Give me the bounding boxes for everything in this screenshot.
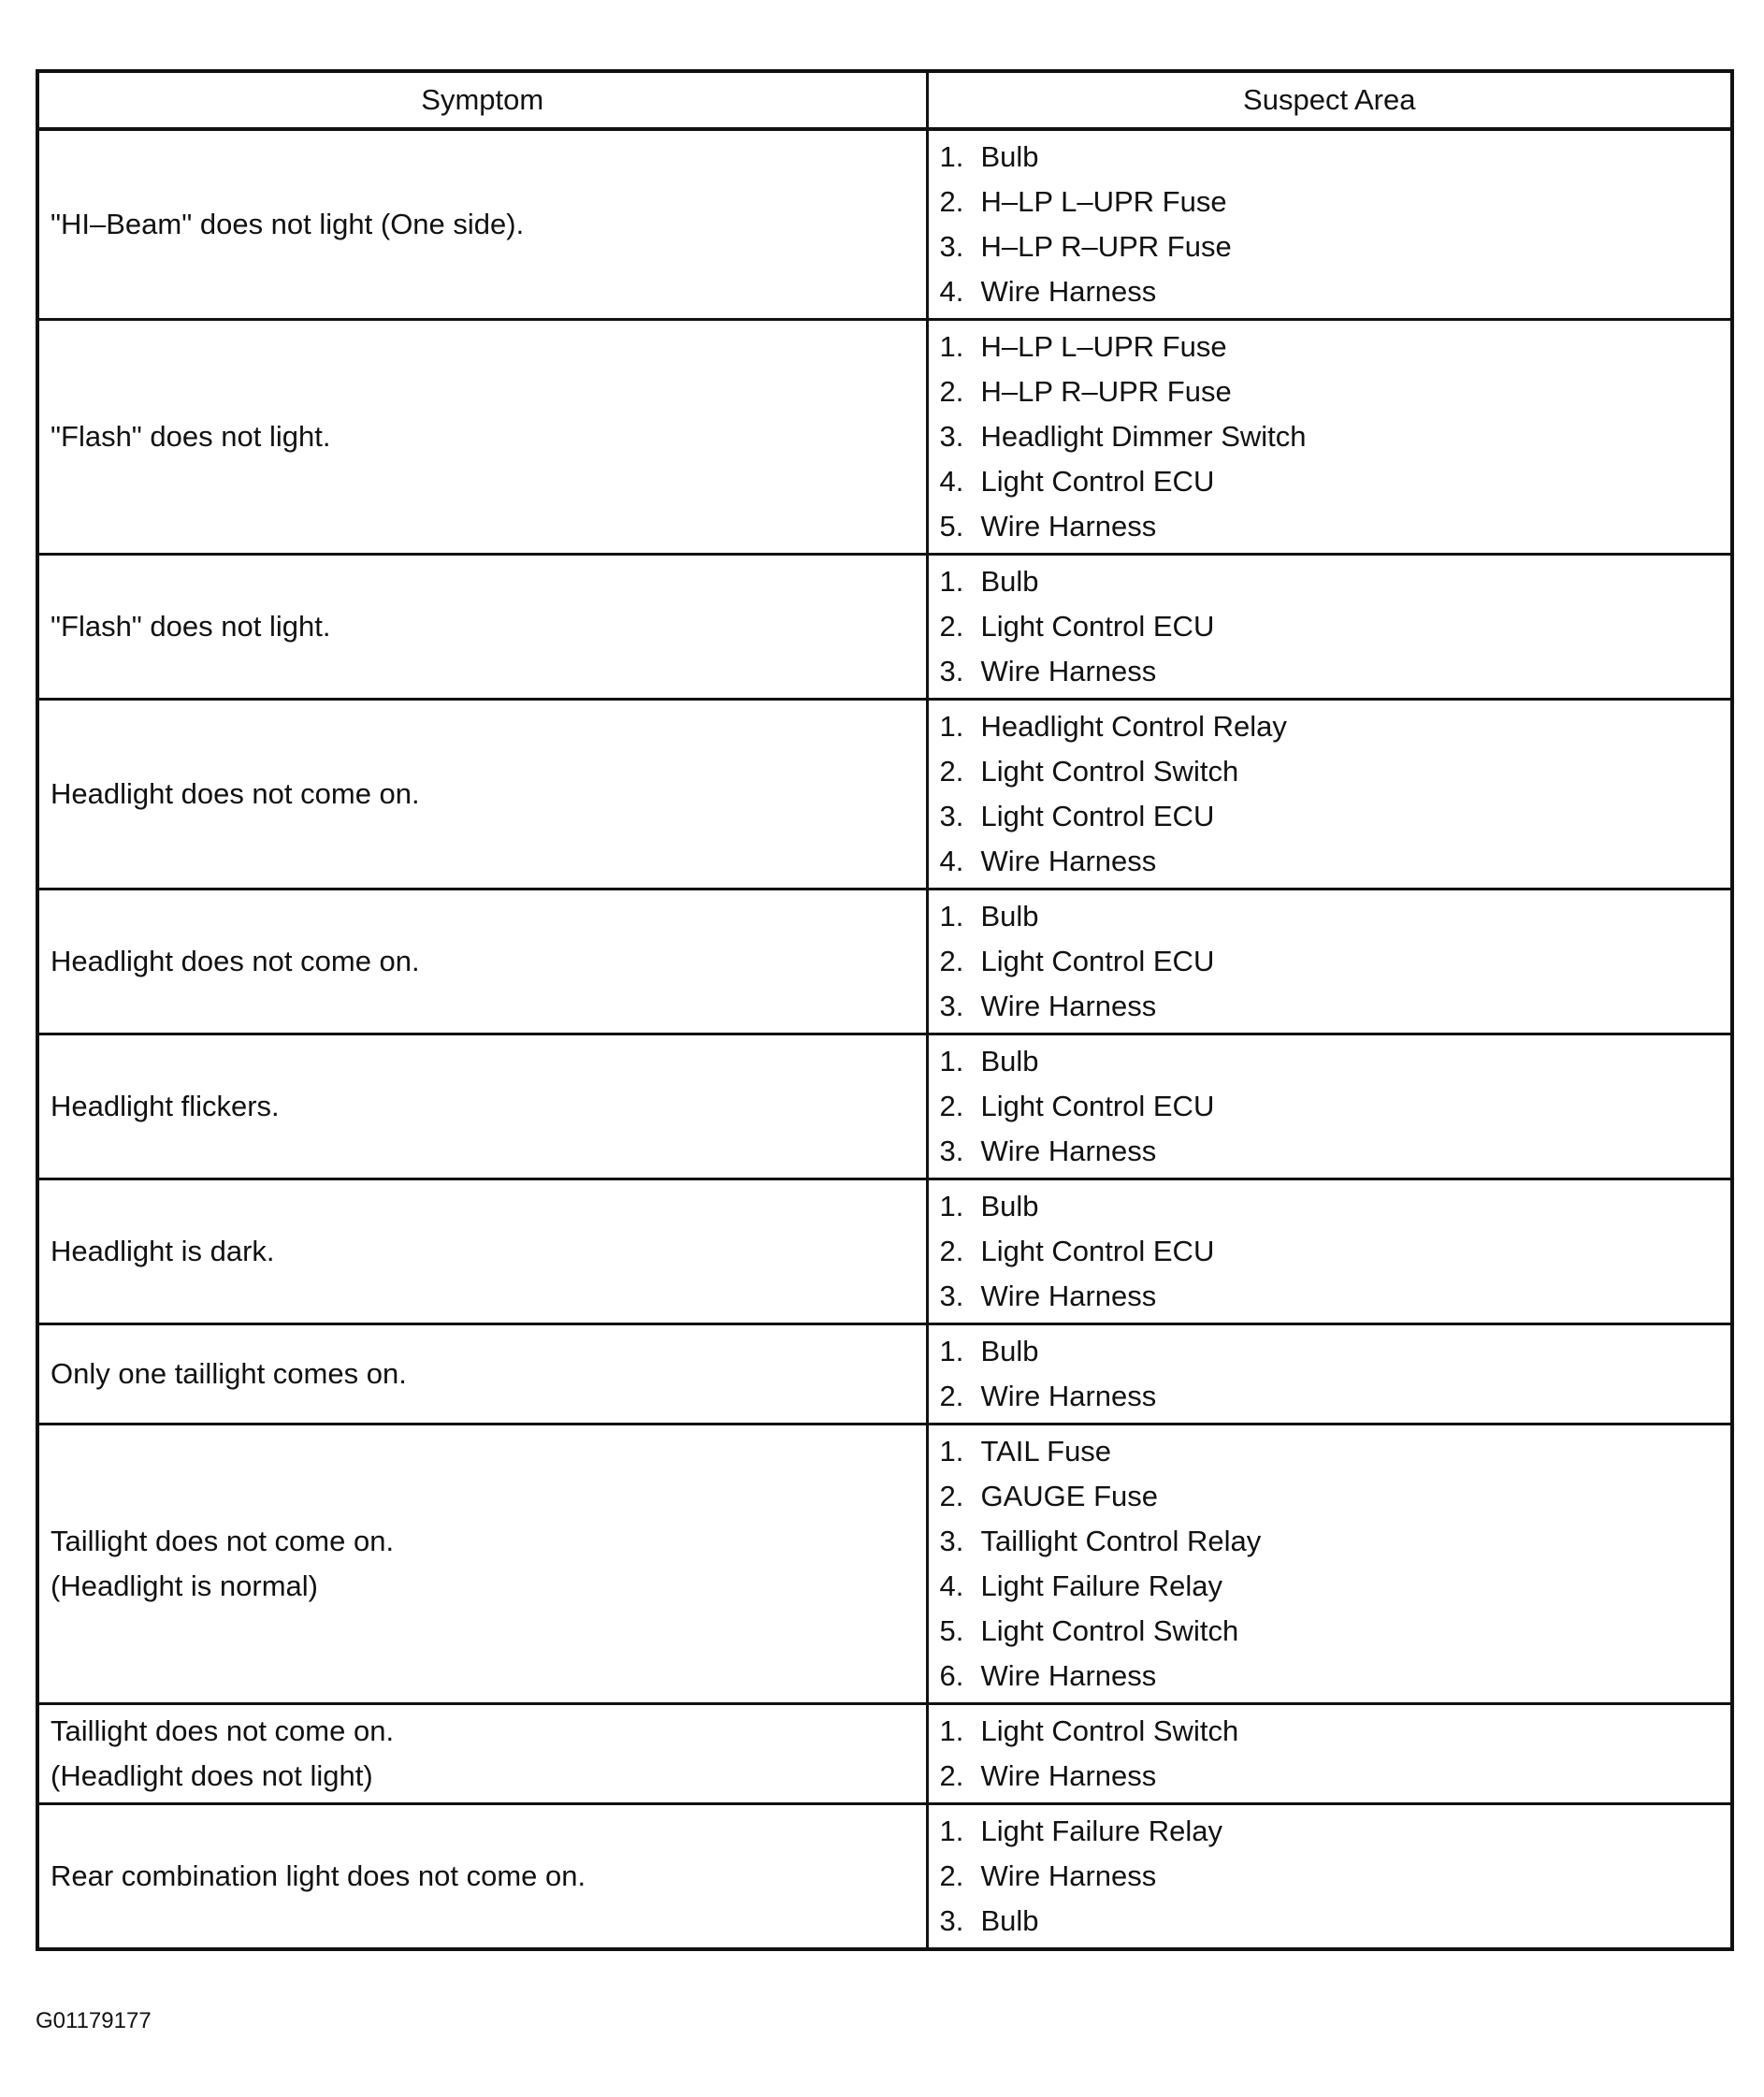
item-number: 1. bbox=[939, 1815, 964, 1847]
suspect-area-item bbox=[940, 1229, 1720, 1274]
item-number: 3. bbox=[939, 230, 964, 263]
item-number: 4. bbox=[939, 845, 964, 877]
item-number: 5. bbox=[939, 1614, 964, 1647]
symptom-cell bbox=[37, 555, 927, 700]
table-row bbox=[37, 889, 1732, 1034]
item-number: 6. bbox=[939, 1659, 964, 1692]
suspect-area-text: Light Control Switch bbox=[980, 755, 1239, 788]
item-number: 2. bbox=[939, 945, 964, 977]
symptom-text: Headlight flickers. bbox=[51, 1090, 280, 1122]
suspect-area-text: Light Control Switch bbox=[980, 1614, 1239, 1647]
item-number: 2. bbox=[939, 755, 964, 788]
suspect-area-cell bbox=[927, 1804, 1732, 1950]
item-number: 2. bbox=[939, 1859, 964, 1892]
diagnosis-sheet bbox=[36, 69, 1730, 1951]
symptom-cell bbox=[37, 1179, 927, 1324]
suspect-area-text: Bulb bbox=[980, 565, 1039, 598]
suspect-area-list bbox=[940, 704, 1720, 884]
suspect-area-text: Wire Harness bbox=[980, 990, 1157, 1022]
suspect-area-item bbox=[940, 1274, 1720, 1319]
symptom-text: Headlight does not come on. bbox=[51, 945, 420, 977]
item-number: 3. bbox=[939, 800, 964, 832]
item-number: 3. bbox=[939, 990, 964, 1022]
suspect-area-text: Bulb bbox=[980, 1904, 1039, 1937]
symptom-cell bbox=[37, 320, 927, 555]
suspect-area-list bbox=[940, 559, 1720, 694]
item-number: 2. bbox=[939, 1759, 964, 1792]
suspect-area-text: Wire Harness bbox=[980, 1759, 1157, 1792]
suspect-area-text: Wire Harness bbox=[980, 1280, 1157, 1312]
item-number: 2. bbox=[939, 375, 964, 408]
suspect-area-item bbox=[940, 369, 1720, 414]
symptom-cell bbox=[37, 1425, 927, 1704]
item-number: 1. bbox=[939, 1714, 964, 1747]
symptom-cell bbox=[37, 1804, 927, 1950]
suspect-area-text: GAUGE Fuse bbox=[980, 1480, 1158, 1512]
table-body bbox=[37, 129, 1732, 1949]
table-row bbox=[37, 129, 1732, 320]
item-number: 4. bbox=[939, 275, 964, 308]
symptom-cell bbox=[37, 1034, 927, 1179]
symptom-column-header: Symptom bbox=[37, 71, 927, 129]
symptom-text: "HI–Beam" does not light (One side). bbox=[51, 208, 525, 240]
suspect-area-list bbox=[940, 1429, 1720, 1699]
suspect-area-item bbox=[940, 984, 1720, 1029]
item-number: 3. bbox=[939, 1280, 964, 1312]
suspect-area-cell bbox=[927, 320, 1732, 555]
item-number: 4. bbox=[939, 1569, 964, 1602]
symptom-text: "Flash" does not light. bbox=[51, 610, 331, 643]
suspect-area-item bbox=[940, 1564, 1720, 1609]
table-row bbox=[37, 1704, 1732, 1804]
suspect-area-item bbox=[940, 794, 1720, 839]
item-number: 2. bbox=[939, 1235, 964, 1267]
suspect-area-item bbox=[940, 325, 1720, 369]
suspect-area-text: Light Control ECU bbox=[980, 465, 1215, 498]
suspect-area-text: H–LP L–UPR Fuse bbox=[980, 185, 1227, 218]
suspect-area-text: Wire Harness bbox=[980, 1859, 1157, 1892]
suspect-area-cell bbox=[927, 1179, 1732, 1324]
item-number: 3. bbox=[939, 655, 964, 687]
symptom-text: "Flash" does not light. bbox=[51, 420, 331, 453]
suspect-area-cell bbox=[927, 1704, 1732, 1804]
suspect-area-list bbox=[940, 1329, 1720, 1419]
item-number: 4. bbox=[939, 465, 964, 498]
suspect-area-text: H–LP L–UPR Fuse bbox=[980, 330, 1227, 363]
table-row bbox=[37, 320, 1732, 555]
suspect-area-cell bbox=[927, 555, 1732, 700]
suspect-area-item bbox=[940, 459, 1720, 504]
suspect-area-item bbox=[940, 604, 1720, 649]
suspect-area-item bbox=[940, 1609, 1720, 1654]
suspect-area-item bbox=[940, 1329, 1720, 1374]
item-number: 2. bbox=[939, 185, 964, 218]
suspect-area-text: TAIL Fuse bbox=[980, 1435, 1112, 1468]
symptom-text: Taillight does not come on. bbox=[51, 1714, 395, 1747]
suspect-area-item bbox=[940, 749, 1720, 794]
suspect-area-text: Light Failure Relay bbox=[980, 1569, 1222, 1602]
item-number: 3. bbox=[939, 420, 964, 453]
table-row bbox=[37, 1034, 1732, 1179]
suspect-area-item bbox=[940, 1854, 1720, 1899]
suspect-area-text: Bulb bbox=[980, 140, 1039, 173]
suspect-area-item bbox=[940, 180, 1720, 224]
symptom-text: Headlight does not come on. bbox=[51, 777, 420, 810]
suspect-area-list bbox=[940, 1039, 1720, 1174]
suspect-area-text: Wire Harness bbox=[980, 1135, 1157, 1167]
symptom-text: Headlight is dark. bbox=[51, 1235, 275, 1267]
suspect-area-item bbox=[940, 1184, 1720, 1229]
symptom-cell bbox=[37, 1324, 927, 1425]
suspect-area-item bbox=[940, 224, 1720, 269]
figure-code: G01179177 bbox=[36, 2008, 152, 2033]
suspect-area-column-header: Suspect Area bbox=[927, 71, 1732, 129]
item-number: 2. bbox=[939, 1380, 964, 1412]
suspect-area-item bbox=[940, 414, 1720, 459]
suspect-area-item bbox=[940, 269, 1720, 314]
symptom-cell bbox=[37, 700, 927, 889]
suspect-area-item bbox=[940, 1709, 1720, 1754]
suspect-area-text: Bulb bbox=[980, 900, 1039, 933]
item-number: 2. bbox=[939, 1090, 964, 1122]
item-number: 1. bbox=[939, 140, 964, 173]
symptom-text: Only one taillight comes on. bbox=[51, 1357, 407, 1390]
item-number: 5. bbox=[939, 510, 964, 542]
table-row bbox=[37, 1425, 1732, 1704]
suspect-area-item bbox=[940, 939, 1720, 984]
suspect-area-text: Light Control ECU bbox=[980, 945, 1215, 977]
symptom-cell bbox=[37, 129, 927, 320]
suspect-area-text: Light Control ECU bbox=[980, 1235, 1215, 1267]
suspect-area-text: H–LP R–UPR Fuse bbox=[980, 375, 1232, 408]
item-number: 3. bbox=[939, 1135, 964, 1167]
item-number: 1. bbox=[939, 1435, 964, 1468]
suspect-area-item bbox=[940, 559, 1720, 604]
suspect-area-text: H–LP R–UPR Fuse bbox=[980, 230, 1232, 263]
suspect-area-text: Wire Harness bbox=[980, 845, 1157, 877]
suspect-area-text: Wire Harness bbox=[980, 1659, 1157, 1692]
suspect-area-text: Bulb bbox=[980, 1335, 1039, 1367]
suspect-area-list bbox=[940, 135, 1720, 314]
item-number: 1. bbox=[939, 565, 964, 598]
table-header-row bbox=[37, 71, 1732, 129]
suspect-area-list bbox=[940, 1709, 1720, 1799]
suspect-area-text: Headlight Control Relay bbox=[980, 710, 1287, 743]
suspect-area-item bbox=[940, 704, 1720, 749]
suspect-area-item bbox=[940, 135, 1720, 180]
item-number: 2. bbox=[939, 610, 964, 643]
suspect-area-cell bbox=[927, 700, 1732, 889]
suspect-area-item bbox=[940, 1429, 1720, 1474]
item-number: 1. bbox=[939, 330, 964, 363]
suspect-area-text: Bulb bbox=[980, 1190, 1039, 1222]
suspect-area-item bbox=[940, 1129, 1720, 1174]
item-number: 3. bbox=[939, 1525, 964, 1557]
suspect-area-item bbox=[940, 1039, 1720, 1084]
suspect-area-text: Light Control Switch bbox=[980, 1714, 1239, 1747]
suspect-area-item bbox=[940, 504, 1720, 549]
table-row bbox=[37, 1179, 1732, 1324]
suspect-area-cell bbox=[927, 1034, 1732, 1179]
suspect-area-text: Light Control ECU bbox=[980, 800, 1215, 832]
table-row bbox=[37, 700, 1732, 889]
item-number: 1. bbox=[939, 1190, 964, 1222]
suspect-area-cell bbox=[927, 1425, 1732, 1704]
suspect-area-text: Wire Harness bbox=[980, 1380, 1157, 1412]
symptom-text: Rear combination light does not come on. bbox=[51, 1859, 586, 1892]
suspect-area-text: Wire Harness bbox=[980, 655, 1157, 687]
suspect-area-cell bbox=[927, 129, 1732, 320]
suspect-area-item bbox=[940, 839, 1720, 884]
item-number: 2. bbox=[939, 1480, 964, 1512]
suspect-area-item bbox=[940, 1809, 1720, 1854]
symptom-text: (Headlight is normal) bbox=[51, 1569, 318, 1602]
suspect-area-list bbox=[940, 1809, 1720, 1944]
suspect-area-item bbox=[940, 1519, 1720, 1564]
item-number: 1. bbox=[939, 710, 964, 743]
suspect-area-list bbox=[940, 894, 1720, 1029]
table-row bbox=[37, 1804, 1732, 1950]
suspect-area-text: Light Failure Relay bbox=[980, 1815, 1222, 1847]
item-number: 1. bbox=[939, 900, 964, 933]
suspect-area-item bbox=[940, 1899, 1720, 1944]
suspect-area-text: Wire Harness bbox=[980, 275, 1157, 308]
suspect-area-list bbox=[940, 325, 1720, 549]
symptom-cell bbox=[37, 889, 927, 1034]
symptom-cell bbox=[37, 1704, 927, 1804]
suspect-area-item bbox=[940, 1654, 1720, 1699]
suspect-area-cell bbox=[927, 889, 1732, 1034]
symptom-text: Taillight does not come on. bbox=[51, 1525, 395, 1557]
suspect-area-item bbox=[940, 649, 1720, 694]
symptom-text: (Headlight does not light) bbox=[51, 1759, 373, 1792]
suspect-area-item bbox=[940, 1474, 1720, 1519]
suspect-area-item bbox=[940, 894, 1720, 939]
suspect-area-item bbox=[940, 1084, 1720, 1129]
table-row bbox=[37, 555, 1732, 700]
suspect-area-text: Light Control ECU bbox=[980, 610, 1215, 643]
suspect-area-text: Wire Harness bbox=[980, 510, 1157, 542]
problem-symptoms-table bbox=[36, 69, 1734, 1951]
suspect-area-text: Taillight Control Relay bbox=[980, 1525, 1262, 1557]
item-number: 1. bbox=[939, 1045, 964, 1077]
suspect-area-cell bbox=[927, 1324, 1732, 1425]
item-number: 3. bbox=[939, 1904, 964, 1937]
suspect-area-item bbox=[940, 1754, 1720, 1799]
suspect-area-list bbox=[940, 1184, 1720, 1319]
table-row bbox=[37, 1324, 1732, 1425]
suspect-area-text: Light Control ECU bbox=[980, 1090, 1215, 1122]
item-number: 1. bbox=[939, 1335, 964, 1367]
suspect-area-text: Headlight Dimmer Switch bbox=[980, 420, 1307, 453]
suspect-area-item bbox=[940, 1374, 1720, 1419]
suspect-area-text: Bulb bbox=[980, 1045, 1039, 1077]
